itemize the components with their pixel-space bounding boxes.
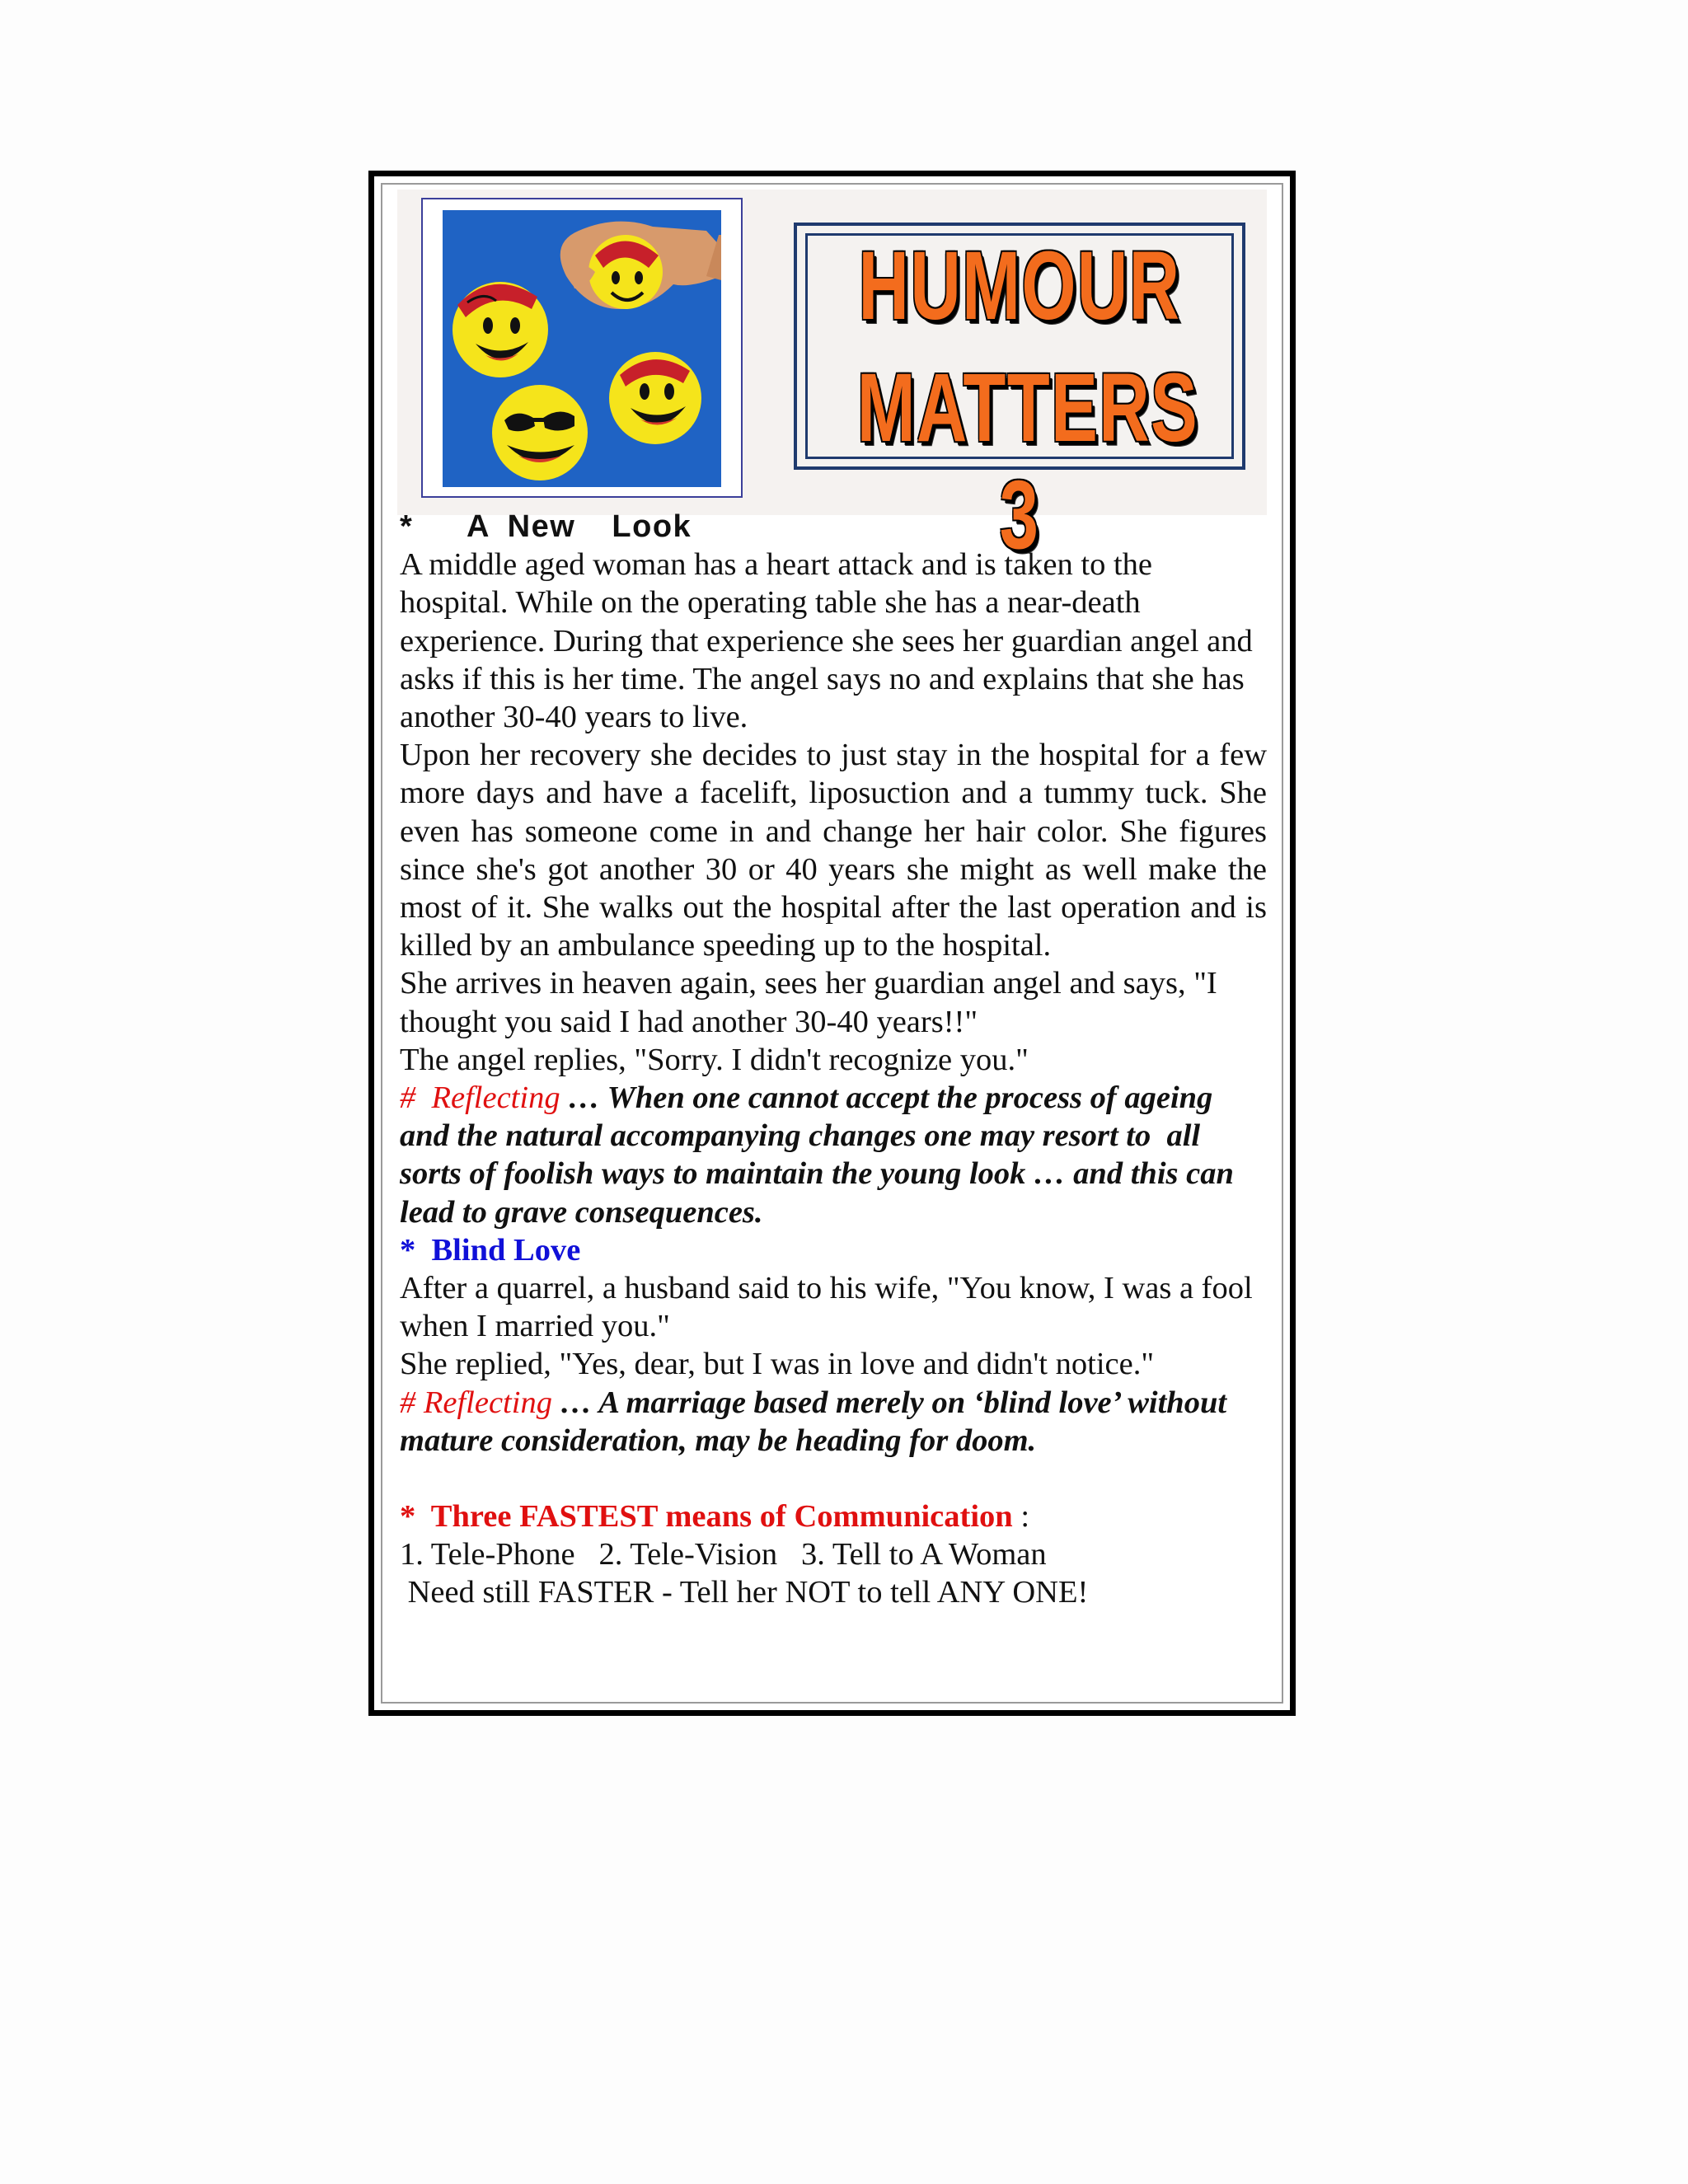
communication-punchline: Need still FASTER - Tell her NOT to tell ANY ONE! xyxy=(400,1575,1089,1610)
reflection-text: … A marriage based merely on ‘blind love’ without mature consideration, may be heading for doom. xyxy=(400,1385,1235,1458)
communication-list: 1. Tele-Phone 2. Tele-Vision 3. Tell to A Woman xyxy=(400,1537,1047,1572)
story2-reflection xyxy=(400,1384,1267,1460)
story1-paragraph-3: She arrives in heaven again, sees her guardian angel and says, "I thought you said I had another 30-40 years!!" xyxy=(400,966,1217,1039)
story-heading-communication xyxy=(400,1497,1267,1535)
reflection-label: # Reflecting xyxy=(400,1385,552,1420)
story1-paragraph-2: Upon her recovery she decides to just stay in the hospital for a few more days and have a facelift, liposuction and a tummy tuck. She even has someone come in and change her hair color. She figures since she's got another 30 or 40 years she might as well make the most of it. She walks out the hospital after the last operation and is killed by an ambulance speeding up to the hospital. xyxy=(400,738,1267,963)
title-line-1: HUMOUR xyxy=(858,232,1181,340)
article-content xyxy=(400,508,1267,1612)
reflection-text: … When one cannot accept the process of ageing and the natural accompanying changes one may resort to all sorts of foolish ways to maintain the young look … and this can lead to grave consequences. xyxy=(400,1080,1242,1230)
story-heading-new-look: * A New Look xyxy=(400,509,692,544)
story2-paragraph-1: After a quarrel, a husband said to his wife, "You know, I was a fool when I married you." xyxy=(400,1271,1253,1344)
story1-reflection xyxy=(400,1079,1267,1231)
title-line-2: MATTERS 3 xyxy=(856,354,1199,569)
communication-heading-colon: : xyxy=(1012,1499,1030,1535)
story1-paragraph-1: A middle aged woman has a heart attack and is taken to the hospital. While on the operating table she has a near-death experience. During that experience she sees her guardian angel and asks if this is her time. The angel says no and explains that she has another 30-40 years to live. xyxy=(400,547,1253,735)
story1-paragraph-4: The angel replies, "Sorry. I didn't recognize you." xyxy=(400,1042,1029,1077)
smiley-stress-balls-photo xyxy=(443,210,721,487)
reflection-label: # Reflecting xyxy=(400,1080,560,1116)
story-heading-blind-love: * Blind Love xyxy=(400,1232,581,1268)
story2-paragraph-2: She replied, "Yes, dear, but I was in love and didn't notice." xyxy=(400,1347,1155,1382)
communication-heading-text: * Three FASTEST means of Communication xyxy=(400,1499,1013,1535)
